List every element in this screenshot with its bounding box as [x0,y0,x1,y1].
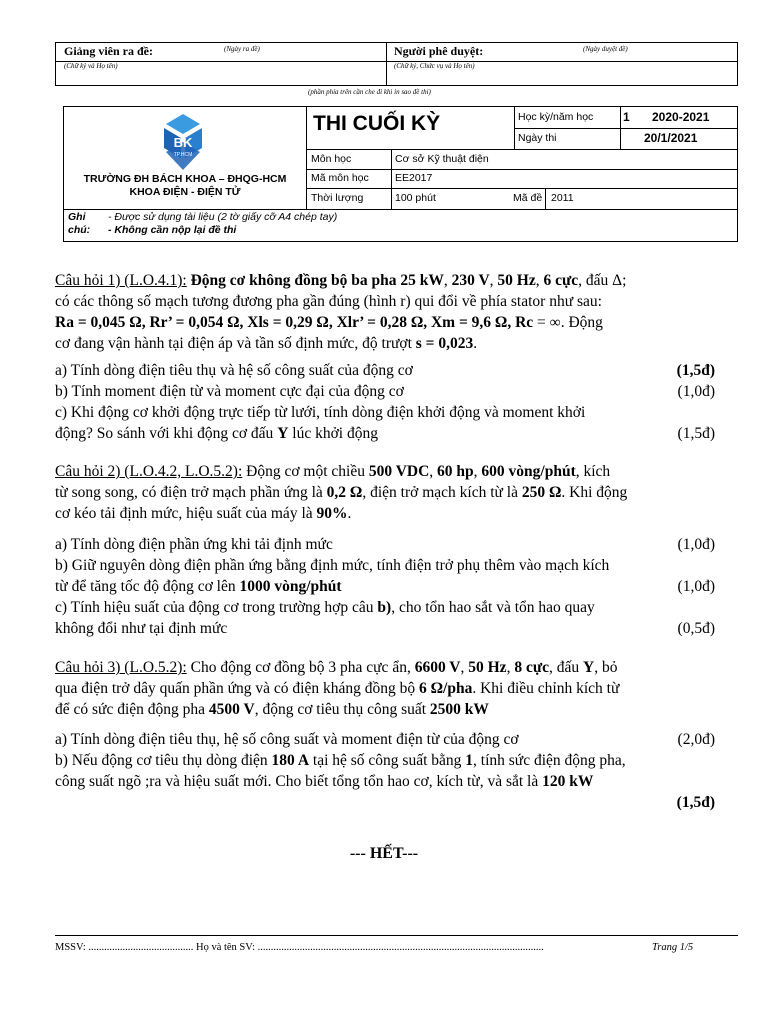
exam-header [63,106,738,242]
duration-value: 100 phút [395,192,436,204]
subject-label: Môn học [311,153,352,165]
q1-part-c: c) Khi động cơ khởi động trực tiếp từ lưới, tính dòng điện khởi động và moment khởi [55,404,586,421]
q1-part-c-points: (1,5đ) [677,425,715,442]
faculty-name: KHOA ĐIỆN - ĐIỆN TỬ [129,186,241,198]
q1-part-a-points: (1,5đ) [676,362,715,379]
q2-part-b: b) Giữ nguyên dòng điện phần ứng bằng định mức, tính điện trở phụ thêm vào mạch kích [55,557,610,574]
lecturer-label: Giảng viên ra đề: [64,44,153,58]
q1-line-2: có các thông số mạch tương đương pha gần đúng (hình r) qui đổi về phía stator như sau: [55,293,602,310]
q2-part-c: c) Tính hiệu suất của động cơ trong trường hợp câu [55,599,378,616]
question-1: Câu hỏi 1) (L.O.4.1): Động cơ không đồng bộ ba pha 25 kW, 230 V, 50 Hz, 6 cực, đấu Δ; có các thông số mạch tương đương pha gần đúng (hình r) qui đổi về phía stator như sau: Ra = 0,045 Ω, Rr’ = 0,054 Ω, Xls = 0,29 Ω, Xlr’ = 0,28 Ω, Xm = 9,6 Ω, Rc = ∞. Động cơ đang vận hành tại điện áp và tần số định mức, độ trượt s = 0,023. a) Tính dòng điện tiêu thụ và hệ số công suất của động cơ (1,5đ) b) Tính moment điện từ và moment cực đại của động cơ (1,0đ) c) Khi động cơ khởi động trực tiếp từ lưới, tính dòng điện khởi động và moment khởi động? So sánh với khi động cơ đấu Y lúc khởi động (1,5đ) [55,272,715,442]
approver-date-hint: (Ngày duyệt đề) [583,45,628,53]
copy-note: (phần phía trên cần che đi khi in sao đề thi) [308,88,431,96]
university-name: TRƯỜNG ĐH BÁCH KHOA – ĐHQG-HCM [83,173,287,185]
q2-part-b-points: (1,0đ) [677,578,715,595]
q1-label: Câu hỏi 1) (L.O.4.1): [55,272,187,289]
q2-label: Câu hỏi 2) (L.O.4.2, L.O.5.2): [55,463,243,480]
semester-label: Học kỳ/năm học [518,111,594,123]
end-marker: --- HẾT--- [349,845,419,862]
q3-label: Câu hỏi 3) (L.O.5.2): [55,659,187,676]
q3-part-b-points: (1,5đ) [676,794,715,811]
approver-label: Người phê duyệt: [394,44,484,58]
q1-parameters: Ra = 0,045 Ω, Rr’ = 0,054 Ω, Xls = 0,29 Ω, Xlr’ = 0,28 Ω, Xm = 9,6 Ω, Rc [55,314,534,331]
lecturer-sign-hint: (Chữ ký và Họ tên) [64,62,118,70]
footer-divider [55,935,738,936]
q1-part-b: b) Tính moment điện từ và moment cực đại của động cơ [55,383,404,400]
q2-part-c-points: (0,5đ) [677,620,715,637]
course-code-label: Mã môn học [311,172,369,184]
date-value: 20/1/2021 [644,131,698,145]
signature-table [55,42,738,86]
lecturer-date-hint: (Ngày ra đề) [224,45,260,53]
semester-value: 1 [623,110,630,124]
course-code-value: EE2017 [395,172,433,184]
page-number: Trang 1/5 [652,942,694,953]
note-line-1: - Được sử dụng tài liệu (2 tờ giấy cỡ A4 chép tay) [108,211,338,223]
logo-text: BK [173,135,193,150]
date-label: Ngày thi [518,132,557,144]
exam-code-value: 2011 [551,192,574,204]
approver-sign-hint: (Chữ ký, Chức vụ và Họ tên) [394,62,475,70]
university-logo [150,112,216,172]
year-value: 2020-2021 [652,110,710,124]
exam-code-label: Mã đề [513,192,543,204]
note-label-2: chú: [68,224,91,236]
question-3: Câu hỏi 3) (L.O.5.2): Cho động cơ đồng bộ 3 pha cực ẩn, 6600 V, 50 Hz, 8 cực, đấu Y, bỏ qua điện trở dây quấn phần ứng và có điện kháng đồng bộ 6 Ω/pha. Khi điều chỉnh kích từ để có sức điện động pha 4500 V, động cơ tiêu thụ công suất 2500 kW a) Tính dòng điện tiêu thụ, hệ số công suất và moment điện từ của động cơ (2,0đ) b) Nếu động cơ tiêu thụ dòng điện 180 A tại hệ số công suất bằng 1, tính sức điện động pha, công suất ngõ ;ra và hiệu suất mới. Cho biết tổng tổn hao cơ, kích từ, và sắt là 120 kW (1,5đ) [55,659,715,811]
q3-part-a-points: (2,0đ) [677,731,715,748]
q3-part-a: a) Tính dòng điện tiêu thụ, hệ số công suất và moment điện từ của động cơ [55,731,519,748]
q1-part-a: a) Tính dòng điện tiêu thụ và hệ số công suất của động cơ [55,362,413,379]
logo-subtext: TP.HCM [173,152,193,158]
duration-label: Thời lượng [311,192,364,204]
q2-part-a: a) Tính dòng điện phần ứng khi tải định mức [55,536,333,553]
q3-part-b: b) Nếu động cơ tiêu thụ dòng điện [55,752,272,769]
q2-part-a-points: (1,0đ) [677,536,715,553]
exam-title: THI CUỐI KỲ [313,112,441,135]
footer-student-info: MSSV: ........................................ Họ và tên SV: ............................................................................................................. [55,942,544,953]
question-2: Câu hỏi 2) (L.O.4.2, L.O.5.2): Động cơ một chiều 500 VDC, 60 hp, 600 vòng/phút, kích từ song song, có điện trở mạch phần ứng là 0,2 Ω, điện trở mạch kích từ là 250 Ω. Khi động cơ kéo tải định mức, hiệu suất của máy là 90%. a) Tính dòng điện phần ứng khi tải định mức (1,0đ) b) Giữ nguyên dòng điện phần ứng bằng định mức, tính điện trở phụ thêm vào mạch kích từ để tăng tốc độ động cơ lên 1000 vòng/phút (1,0đ) c) Tính hiệu suất của động cơ trong trường hợp câu b), cho tổn hao sắt và tổn hao quay không đổi như tại định mức (0,5đ) [55,463,715,637]
q1-part-b-points: (1,0đ) [677,383,715,400]
note-label-1: Ghi [68,211,86,223]
note-line-2: - Không cần nộp lại đề thi [108,224,237,236]
subject-value: Cơ sở Kỹ thuật điện [395,153,489,165]
